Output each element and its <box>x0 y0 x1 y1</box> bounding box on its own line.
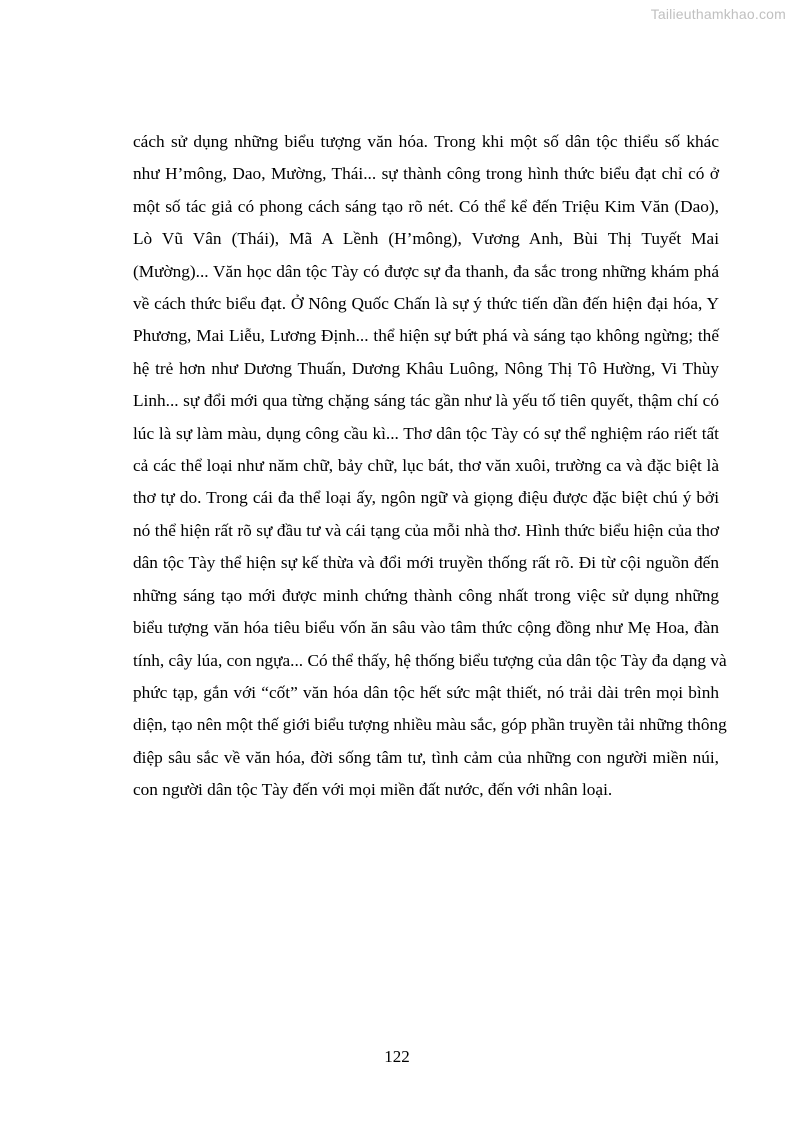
paragraph-line: nó thể hiện rất rõ sự đầu tư và cái tạng của mỗi nhà thơ. Hình thức biểu hiện của thơ <box>133 520 719 540</box>
paragraph-line: Phương, Mai Liễu, Lương Định... thể hiện sự bứt phá và sáng tạo không ngừng; thế <box>133 326 719 346</box>
paragraph-line: Linh... sự đổi mới qua từng chặng sáng tác gần như là yếu tố tiên quyết, thậm chí có <box>133 391 719 411</box>
page-number: 122 <box>384 1047 410 1066</box>
paragraph-line: phức tạp, gắn với “cốt” văn hóa dân tộc hết sức mật thiết, nó trải dài trên mọi bình <box>133 682 719 702</box>
paragraph-line: thơ tự do. Trong cái đa thể loại ấy, ngôn ngữ và giọng điệu được đặc biệt chú ý bởi <box>133 488 719 508</box>
paragraph-line: Lò Vũ Vân (Thái), Mã A Lềnh (H’mông), Vương Anh, Bùi Thị Tuyết Mai <box>133 229 719 249</box>
paragraph-line: hệ trẻ hơn như Dương Thuấn, Dương Khâu Luông, Nông Thị Tô Hường, Vi Thùy <box>133 358 719 378</box>
paragraph-line: những sáng tạo mới được minh chứng thành công nhất trong việc sử dụng những <box>133 585 719 605</box>
paragraph-line: như H’mông, Dao, Mường, Thái... sự thành công trong hình thức biểu đạt chỉ có ở <box>133 164 719 184</box>
paragraph-line: điệp sâu sắc về văn hóa, đời sống tâm tư, tình cảm của những con người miền núi, <box>133 747 719 767</box>
paragraph-line-last: con người dân tộc Tày đến với mọi miền đất nước, đến với nhân loại. <box>133 780 613 800</box>
paragraph-line: biểu tượng văn hóa tiêu biểu vốn ăn sâu vào tâm thức cộng đồng như Mẹ Hoa, đàn <box>133 618 719 638</box>
paragraph-line: dân tộc Tày thể hiện sự kế thừa và đổi mới truyền thống rất rõ. Đi từ cội nguồn đến <box>133 553 719 573</box>
site-watermark: Tailieuthamkhao.com <box>650 6 786 22</box>
paragraph-line: về cách thức biểu đạt. Ở Nông Quốc Chấn là sự ý thức tiến dần đến hiện đại hóa, Y <box>133 294 719 314</box>
paragraph-line: cách sử dụng những biểu tượng văn hóa. Trong khi một số dân tộc thiểu số khác <box>133 132 719 151</box>
paragraph-line: tính, cây lúa, con ngựa... Có thể thấy, hệ thống biểu tượng của dân tộc Tày đa dạng và <box>133 650 727 670</box>
paragraph-line: cả các thể loại như năm chữ, bảy chữ, lục bát, thơ văn xuôi, trường ca và đặc biệt là <box>133 456 719 476</box>
paragraph-line: một số tác giả có phong cách sáng tạo rõ nét. Có thể kể đến Triệu Kim Văn (Dao), <box>133 196 719 216</box>
paragraph-line: diện, tạo nên một thế giới biểu tượng nhiều màu sắc, góp phần truyền tải những thông <box>133 715 727 735</box>
paragraph-line: (Mường)... Văn học dân tộc Tày có được sự đa thanh, đa sắc trong những khám phá <box>133 261 719 281</box>
paragraph-line: lúc là sự làm màu, dụng công cầu kì... Thơ dân tộc Tày có sự thể nghiệm ráo riết tất <box>133 423 719 443</box>
body-paragraph <box>133 126 727 807</box>
